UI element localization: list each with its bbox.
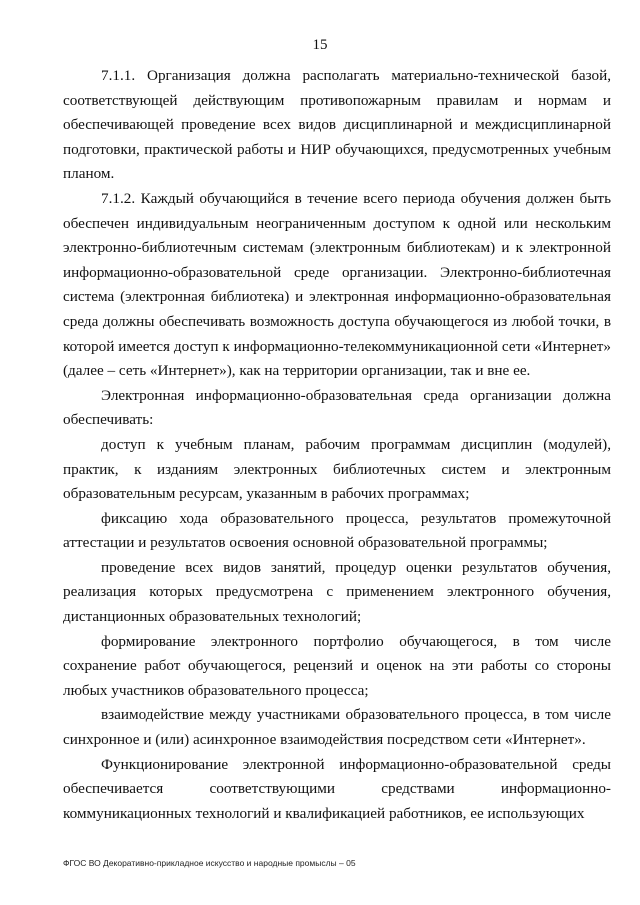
list-item-interaction: взаимодействие между участниками образовательного процесса, в том числе синхронное и (или) асинхронное взаимодействия посредством сети «Интернет».: [63, 706, 611, 749]
list-item-portfolio: формирование электронного портфолио обучающегося, в том числе сохранение работ обучающегося, рецензий и оценок на эти работы со стороны любых участников образовательного процесса;: [63, 632, 611, 699]
list-item-access: доступ к учебным планам, рабочим программам дисциплин (модулей), практик, к изданиям электронных библиотечных систем и электронным образовательным ресурсам, указанным в рабочих программах;: [63, 435, 611, 503]
document-body: [63, 64, 611, 826]
paragraph-eios-intro: Электронная информационно-образовательная среда организации должна обеспечивать:: [63, 386, 611, 429]
paragraph-7-1-2: 7.1.2. Каждый обучающийся в течение всего периода обучения должен быть обеспечен индивидуальным неограниченным доступом к одной или нескольким электронно-библиотечным системам (электронным библиотекам) и к электронной информационно-образовательной среде организации. Электронно-библиотечная система (электронная библиотека) и электронная информационно-образовательная среда должны обеспечивать возможность доступа обучающегося из любой точки, в которой имеется доступ к информационно-телекоммуникационной сети «Интернет» (далее – сеть «Интернет»), как на территории организации, так и вне ее.: [63, 189, 611, 380]
list-item-classes: проведение всех видов занятий, процедур оценки результатов обучения, реализация которых предусмотрена с применением электронного обучения, дистанционных образовательных технологий;: [63, 558, 611, 626]
list-item-fixation: фиксацию хода образовательного процесса, результатов промежуточной аттестации и результатов освоения основной образовательной программы;: [63, 509, 611, 552]
paragraph-7-1-1: 7.1.1. Организация должна располагать материально-технической базой, соответствующей действующим противопожарным правилам и нормам и обеспечивающей проведение всех видов дисциплинарной и междисциплинарной подготовки, практической работы и НИР обучающихся, предусмотренных учебным планом.: [63, 67, 611, 183]
paragraph-functioning: Функционирование электронной информационно-образовательной среды обеспечивается соответствующими средствами информационно-коммуникационных технологий и квалификацией работников, ее использующих: [63, 755, 611, 822]
footer-document-id: ФГОС ВО Декоративно-прикладное искусство и народные промыслы – 05: [63, 858, 356, 868]
page-number: 15: [312, 37, 328, 53]
